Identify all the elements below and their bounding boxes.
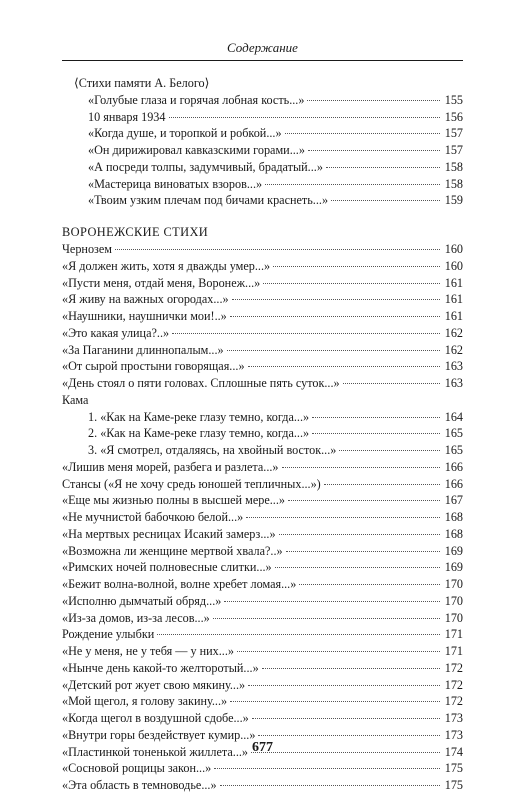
- entry-page-number: 166: [444, 476, 463, 491]
- toc-entry: [62, 142, 463, 159]
- entry-page-number: 172: [444, 660, 463, 675]
- entry-page-number: 160: [444, 242, 463, 256]
- entry-title: «Он дирижировал кавказскими горами...»: [88, 143, 305, 157]
- toc-entry: [62, 459, 463, 476]
- toc-entry: [62, 109, 463, 126]
- entry-title: «Пластинкой тоненькой жиллета...»: [62, 744, 249, 759]
- entry-page-number: 169: [444, 560, 463, 575]
- toc-entry: [62, 476, 463, 493]
- entry-title: «А посреди толпы, задумчивый, брадатый...»: [88, 159, 323, 174]
- section-entries-a: [62, 241, 463, 392]
- entry-title: «День стоял о пяти головах. Сплошные пять суток...»: [62, 376, 340, 390]
- dot-leader: [343, 383, 440, 384]
- toc-entry: [62, 677, 463, 694]
- entry-page-number: 171: [444, 627, 463, 642]
- entry-title: «Бежит волна-волной, волне хребет ломая...»: [62, 577, 297, 591]
- dot-leader: [224, 601, 440, 602]
- entry-title: «Мой щегол, я голову закину...»: [62, 694, 228, 709]
- dot-leader: [299, 584, 440, 585]
- dot-leader: [115, 249, 440, 250]
- dot-leader: [285, 133, 440, 134]
- entry-page-number: 162: [444, 342, 463, 357]
- dot-leader: [227, 350, 440, 351]
- entry-title: «Я должен жить, хотя я дважды умер...»: [62, 258, 271, 273]
- entry-page-number: 163: [444, 376, 463, 390]
- toc-entry: [62, 509, 463, 526]
- dot-leader: [288, 500, 440, 501]
- entry-page-number: 163: [444, 359, 463, 374]
- entry-page-number: 165: [444, 426, 463, 441]
- running-head: Содержание: [227, 40, 298, 55]
- dot-leader: [220, 785, 440, 786]
- entry-page-number: 159: [444, 193, 463, 208]
- entry-title: «Не мучнистой бабочкою белой...»: [62, 510, 244, 524]
- toc-entry: [62, 760, 463, 777]
- toc-entry: [62, 526, 463, 543]
- header-rule: [62, 60, 463, 61]
- entry-title: 10 января 1934: [88, 109, 166, 124]
- entry-page-number: 157: [444, 143, 463, 157]
- entry-title: «Исполню дымчатый обряд...»: [62, 593, 222, 608]
- toc-entry: [62, 576, 463, 593]
- dot-leader: [258, 735, 440, 736]
- toc-entry: [62, 291, 463, 308]
- toc-entry: [62, 559, 463, 576]
- kama-heading: Кама: [62, 392, 89, 407]
- entry-title: «Не у меня, не у тебя — у них...»: [62, 644, 234, 658]
- toc-entry: [62, 275, 463, 292]
- entry-page-number: 165: [444, 443, 463, 457]
- entry-title: 2. «Как на Каме-реке глазу темно, когда...»: [88, 426, 310, 441]
- dot-leader: [248, 366, 440, 367]
- dot-leader: [232, 299, 440, 300]
- dot-leader: [312, 433, 440, 434]
- toc-entry: [62, 660, 463, 677]
- toc-entry: [62, 626, 463, 643]
- entry-page-number: 170: [444, 593, 463, 608]
- entry-title: «Мастерица виноватых взоров...»: [88, 176, 263, 191]
- toc-entry: [62, 325, 463, 342]
- entry-page-number: 155: [444, 92, 463, 107]
- entry-page-number: 170: [444, 577, 463, 591]
- toc-entry: [62, 342, 463, 359]
- entry-title: Чернозем: [62, 242, 112, 256]
- entry-title: «Нынче день какой-то желторотый...»: [62, 660, 259, 675]
- kama-entries: [62, 409, 463, 459]
- entry-page-number: 172: [444, 694, 463, 709]
- toc-entry: [62, 358, 463, 375]
- toc-entry: [62, 241, 463, 258]
- toc-entry: [62, 409, 463, 426]
- entry-page-number: 175: [444, 761, 463, 776]
- group-entries: [62, 92, 463, 209]
- dot-leader: [230, 316, 440, 317]
- entry-page-number: 175: [444, 778, 463, 792]
- dot-leader: [275, 567, 440, 568]
- entry-page-number: 173: [444, 727, 463, 742]
- entry-title: «Детский рот жует свою мякину...»: [62, 677, 246, 692]
- entry-page-number: 172: [444, 677, 463, 692]
- dot-leader: [324, 484, 440, 485]
- entry-page-number: 162: [444, 325, 463, 340]
- entry-title: «Римских ночей полновесные слитки...»: [62, 560, 272, 575]
- entry-title: «Возможна ли женщине мертвой хвала?..»: [62, 543, 283, 558]
- entry-title: «Внутри горы бездействует кумир...»: [62, 727, 256, 742]
- dot-leader: [213, 618, 440, 619]
- entry-title: «Эта область в темноводье...»: [62, 778, 217, 792]
- dot-leader: [248, 685, 440, 686]
- entry-page-number: 168: [444, 510, 463, 524]
- entry-title: Рождение улыбки: [62, 627, 155, 642]
- toc-entry: [62, 375, 463, 392]
- entry-page-number: 171: [444, 644, 463, 658]
- dot-leader: [263, 283, 440, 284]
- toc-entry: [62, 543, 463, 560]
- entry-page-number: 174: [444, 744, 463, 759]
- dot-leader: [172, 333, 440, 334]
- entry-page-number: 157: [444, 126, 463, 141]
- toc-entry: [62, 92, 463, 109]
- entry-page-number: 158: [444, 159, 463, 174]
- dot-leader: [282, 467, 440, 468]
- dot-leader: [214, 768, 440, 769]
- entry-title: «Наушники, наушнички мои!..»: [62, 309, 227, 323]
- toc-entry: [62, 777, 463, 794]
- entry-title: «Когда душе, и торопкой и робкой...»: [88, 126, 282, 141]
- entry-page-number: 160: [444, 258, 463, 273]
- dot-leader: [237, 651, 440, 652]
- dot-leader: [157, 634, 440, 635]
- toc-entry: [62, 643, 463, 660]
- dot-leader: [262, 668, 440, 669]
- entry-page-number: 164: [444, 409, 463, 424]
- toc-entry: [62, 258, 463, 275]
- dot-leader: [312, 417, 440, 418]
- entry-title: «От сырой простыни говорящая...»: [62, 359, 245, 374]
- group-heading: ⟨Стихи памяти А. Белого⟩: [74, 76, 210, 90]
- entry-page-number: 161: [444, 292, 463, 307]
- entry-page-number: 169: [444, 543, 463, 558]
- entry-title: «Пусти меня, отдай меня, Воронеж...»: [62, 275, 261, 290]
- toc-entry: [62, 593, 463, 610]
- page-number: 677: [252, 740, 273, 755]
- dot-leader: [230, 701, 440, 702]
- entry-page-number: 170: [444, 610, 463, 625]
- toc-entry: [62, 176, 463, 193]
- entry-page-number: 167: [444, 493, 463, 508]
- entry-page-number: 158: [444, 176, 463, 191]
- entry-title: «Еще мы жизнью полны в высшей мере...»: [62, 493, 285, 508]
- toc-entry: [62, 442, 463, 459]
- dot-leader: [246, 517, 440, 518]
- entry-page-number: 161: [444, 275, 463, 290]
- dot-leader: [308, 150, 440, 151]
- entry-title: «На мертвых ресницах Исакий замерз...»: [62, 526, 276, 541]
- entry-page-number: 156: [444, 109, 463, 124]
- toc-entry: [62, 492, 463, 509]
- entry-title: «Голубые глаза и горячая лобная кость...»: [88, 92, 305, 107]
- dot-leader: [331, 200, 440, 201]
- entry-title: «Сосновой рощицы закон...»: [62, 761, 212, 776]
- entry-title: Стансы («Я не хочу средь юношей тепличных...»): [62, 476, 321, 491]
- dot-leader: [339, 450, 440, 451]
- entry-title: «Твоим узким плечам под бичами краснеть...»: [88, 193, 329, 208]
- entry-page-number: 173: [444, 711, 463, 725]
- entry-title: «Я живу на важных огородах...»: [62, 292, 229, 307]
- dot-leader: [307, 100, 440, 101]
- toc-entry: [62, 610, 463, 627]
- dot-leader: [265, 184, 440, 185]
- entry-page-number: 168: [444, 526, 463, 541]
- toc-entry: [62, 710, 463, 727]
- toc-entry: [62, 693, 463, 710]
- section-title: ВОРОНЕЖСКИЕ СТИХИ: [62, 225, 209, 239]
- dot-leader: [273, 266, 440, 267]
- entry-title: «Когда щегол в воздушной сдобе...»: [62, 711, 249, 725]
- toc-entry: [62, 425, 463, 442]
- entry-title: «За Паганини длиннопалым...»: [62, 342, 224, 357]
- dot-leader: [252, 718, 440, 719]
- dot-leader: [286, 551, 440, 552]
- dot-leader: [169, 117, 441, 118]
- toc-entry: [62, 308, 463, 325]
- entry-title: «Это какая улица?..»: [62, 325, 170, 340]
- entry-title: «Из-за домов, из-за лесов...»: [62, 610, 210, 625]
- table-of-contents: [62, 75, 463, 794]
- toc-entry: [62, 192, 463, 209]
- entry-title: 3. «Я смотрел, отдаляясь, на хвойный восток...»: [88, 443, 337, 457]
- dot-leader: [326, 167, 440, 168]
- toc-entry: [62, 159, 463, 176]
- entry-title: «Лишив меня морей, разбега и разлета...»: [62, 459, 279, 474]
- dot-leader: [279, 534, 440, 535]
- entry-page-number: 166: [444, 459, 463, 474]
- toc-entry: [62, 125, 463, 142]
- entry-title: 1. «Как на Каме-реке глазу темно, когда...»: [88, 409, 310, 424]
- entry-page-number: 161: [444, 309, 463, 323]
